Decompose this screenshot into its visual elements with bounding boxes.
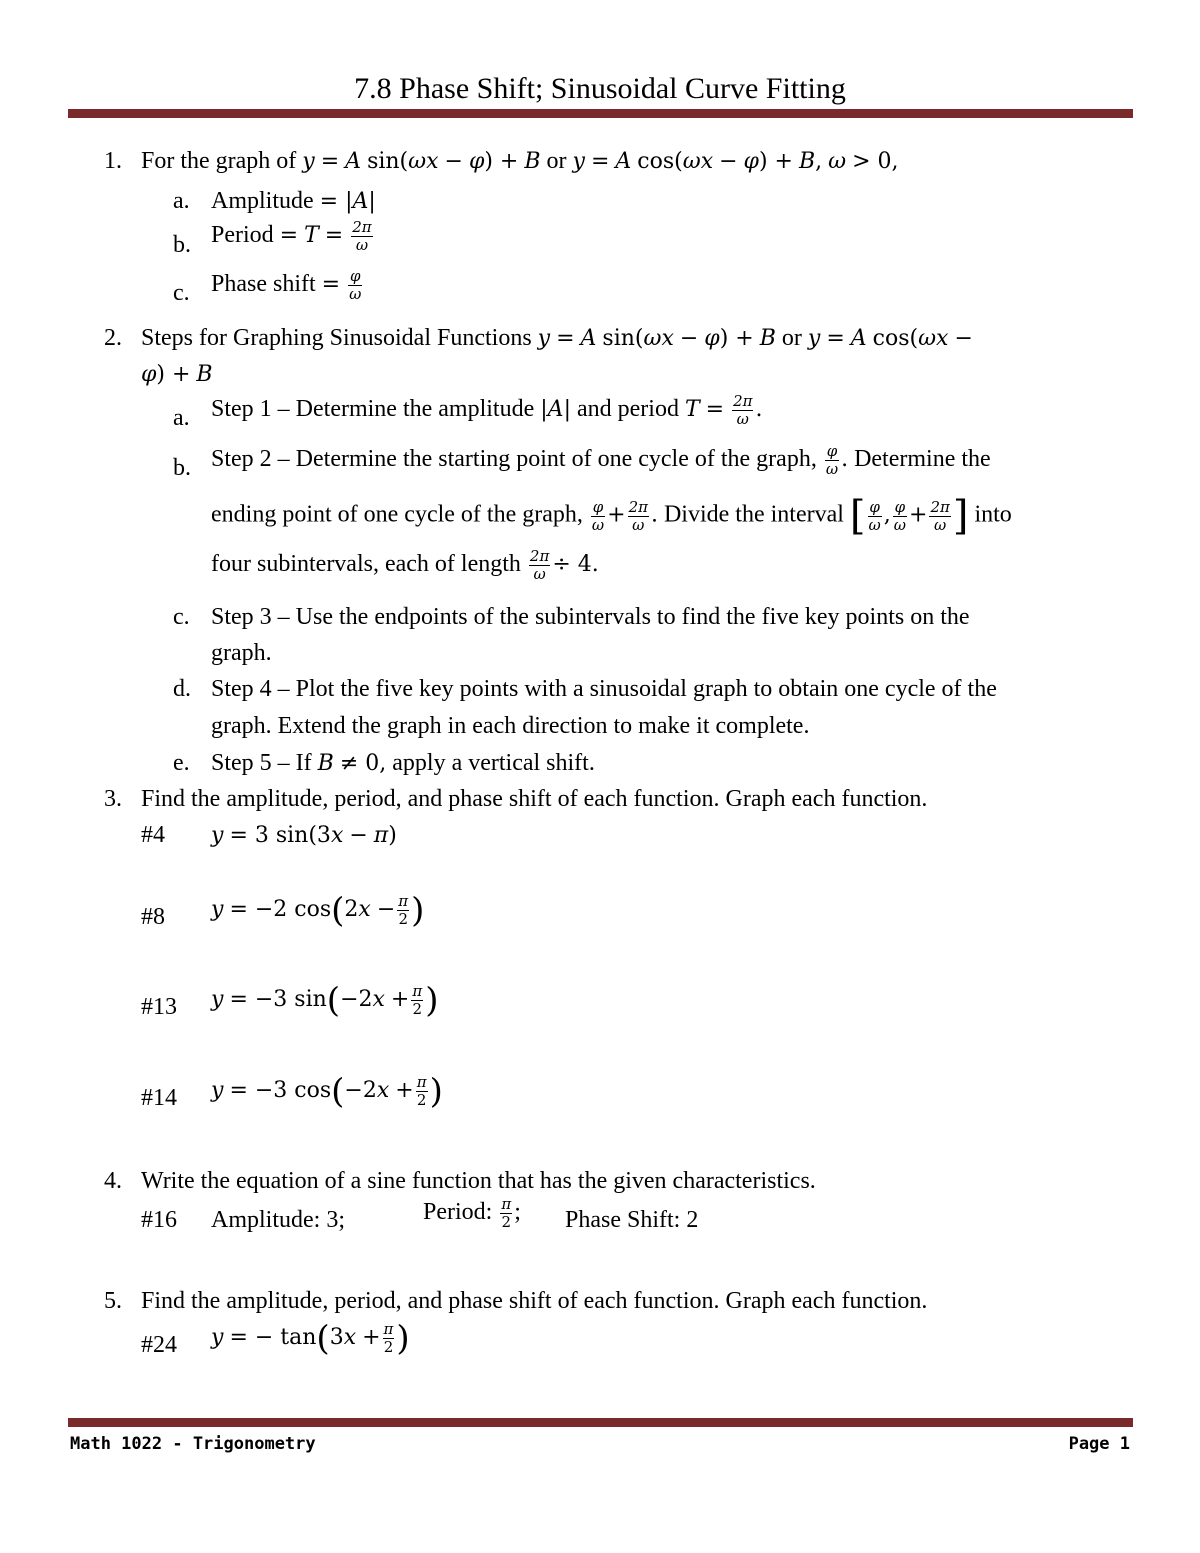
step-3-line-2: graph. [211,640,272,666]
section-2-intro-text: Steps for Graphing Sinusoidal Functions [141,325,532,351]
footer-page-number: Page 1 [1068,1434,1130,1454]
step-2-line-2: ending point of one cycle of the graph, $\frac{\varphi}{\omega}$ + $\frac{2\pi}{\omega}$ . Divide the interval [ $\frac{\varphi}{\omega}$ , $\frac{\varphi}{\omega}$ + $\frac{2\pi}{\omega}$ ] into [211,493,1012,539]
step-2-determine: Determine the [854,446,991,473]
period-line: Period = T = $\frac{2\pi}{\omega}$ [211,218,372,254]
amplitude-label: Amplitude [211,188,314,214]
sub-label-2b: b. [173,455,191,481]
sub-label-2c: c. [173,604,190,630]
sub-label-b: b. [173,232,191,258]
problem-24-equation: y = − tan(3x + $\frac{\pi}{2}$ ) [211,1318,410,1359]
item-number-5: 5. [104,1288,122,1314]
problem-13-equation: y = −3 sin(−2x + $\frac{\pi}{2}$ ) [211,980,439,1021]
item-number-1: 1. [104,148,122,174]
step-1-line: Step 1 – Determine the amplitude |A| and period T = $\frac{2\pi}{\omega}$ . [211,392,763,428]
problem-16-label: #16 [141,1207,177,1233]
problem-4-equation: y = 3 sin(3x − π) [211,823,397,848]
sub-label-c: c. [173,280,190,306]
problem-8-label: #8 [141,904,165,930]
item-number-3: 3. [104,786,122,812]
header-rule [68,109,1133,118]
problem-24-label: #24 [141,1332,177,1358]
period-label: Period [211,222,274,249]
item-number-2: 2. [104,325,122,351]
problem-16-period: Period: $\frac{\pi}{2}$ ; [423,1195,521,1231]
problem-14-label: #14 [141,1085,177,1111]
step-5-text: Step 5 – If [211,750,312,776]
sub-label-a: a. [173,188,190,214]
page-title: 7.8 Phase Shift; Sinusoidal Curve Fitting [354,72,846,105]
section-2-intro: Steps for Graphing Sinusoidal Functions y = A sin(ωx − φ) + B or y = A cos(ωx − [141,325,973,351]
problem-8-equation: y = −2 cos(2x − $\frac{\pi}{2}$ ) [211,890,425,931]
problem-4-label: #4 [141,822,165,848]
step-2-ending: ending point of one cycle of the graph, [211,501,583,528]
step-2-four: four subintervals, each of length [211,551,521,578]
section-5-text: Find the amplitude, period, and phase shift of each function. Graph each function. [141,1288,928,1314]
step-2-divide: Divide the interval [663,501,844,528]
step-4-line-1: Step 4 – Plot the five key points with a sinusoidal graph to obtain one cycle of the [211,676,997,702]
section-4-text: Write the equation of a sine function that has the given characteristics. [141,1168,816,1194]
problem-16-amplitude: Amplitude: 3; [211,1207,345,1233]
or-text-2: or [781,325,802,351]
problem-13-label: #13 [141,994,177,1020]
sub-label-2d: d. [173,676,191,702]
problem-16-phase: Phase Shift: 2 [565,1207,699,1233]
footer-rule [68,1418,1133,1427]
section-2-intro-cont: φ) + B [141,362,213,387]
step-2-line-3: four subintervals, each of length $\frac{2\pi}{\omega}$ ÷ 4. [211,547,599,583]
step-2-into: into [974,501,1012,528]
step-1-and: and period [576,396,679,423]
footer-course: Math 1022 - Trigonometry [70,1434,316,1454]
step-3-line-1: Step 3 – Use the endpoints of the subintervals to find the five key points on the [211,604,970,630]
or-text: or [546,148,567,174]
item-number-4: 4. [104,1168,122,1194]
step-2-text: Step 2 – Determine the starting point of one cycle of the graph, [211,446,817,473]
section-1-intro-text: For the graph of [141,148,297,174]
step-1-text: Step 1 – Determine the amplitude [211,396,535,423]
period-text: Period: [423,1199,493,1226]
step-4-line-2: graph. Extend the graph in each direction to make it complete. [211,713,810,739]
step-5-end: apply a vertical shift. [392,750,595,776]
amplitude-line: Amplitude = |A| [211,188,376,214]
sub-label-2a: a. [173,405,190,431]
section-1-intro: For the graph of y = A sin(ωx − φ) + B or y = A cos(ωx − φ) + B, ω > 0, [141,148,899,174]
step-5-line: Step 5 – If B ≠ 0, apply a vertical shift. [211,750,595,776]
step-2-line-1: Step 2 – Determine the starting point of one cycle of the graph, $\frac{\varphi}{\omega}$ . Determine the [211,442,991,478]
phase-shift-label: Phase shift [211,271,316,298]
section-3-text: Find the amplitude, period, and phase shift of each function. Graph each function. [141,786,928,812]
phase-shift-line: Phase shift = $\frac{\varphi}{\omega}$ [211,267,362,303]
problem-14-equation: y = −3 cos(−2x + $\frac{\pi}{2}$ ) [211,1071,443,1112]
sub-label-2e: e. [173,750,190,776]
